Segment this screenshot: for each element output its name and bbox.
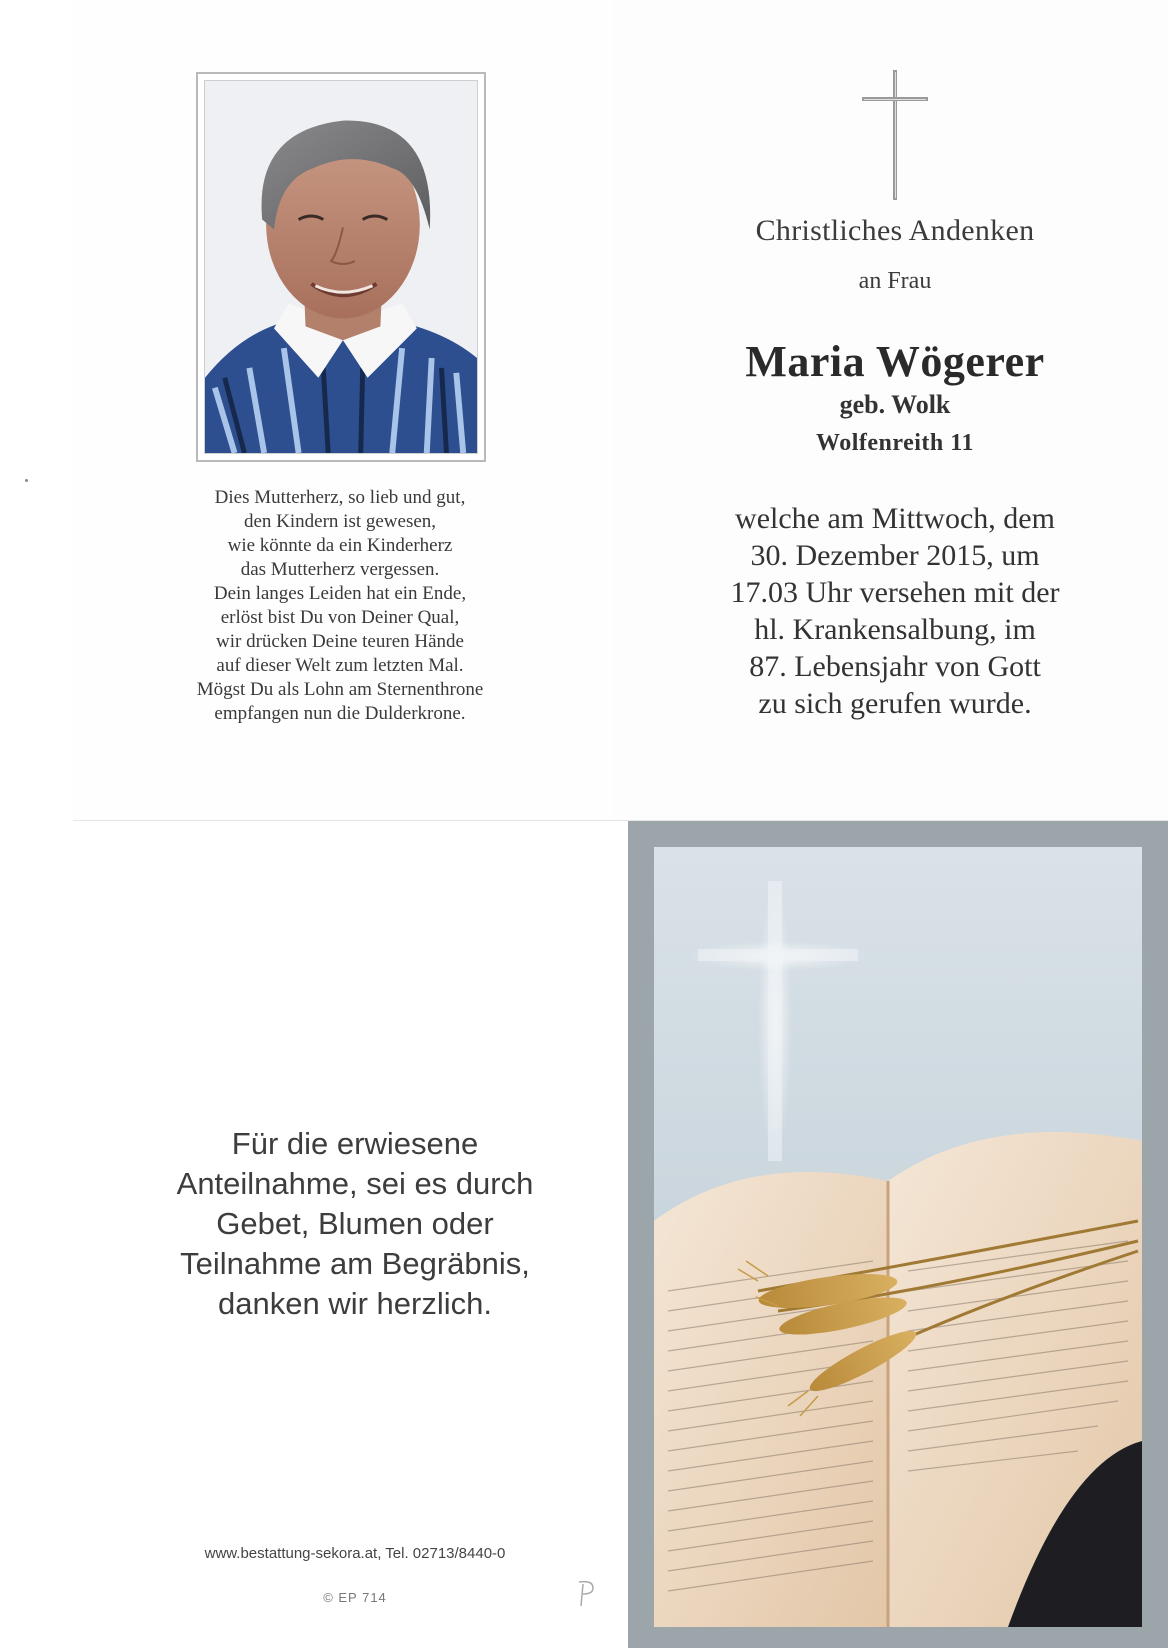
poem-line: erlöst bist Du von Deiner Qual, [220, 607, 460, 628]
scan-dot [25, 479, 28, 482]
poem-line: auf dieser Welt zum letzten Mal. [216, 655, 464, 676]
thanks-line: Anteilnahme, sei es durch [176, 1166, 534, 1201]
copyright-code: © EP 714 [323, 1590, 387, 1605]
poem-line: das Mutterherz vergessen. [240, 559, 440, 580]
poem-line: Dein langes Leiden hat ein Ende, [213, 583, 467, 604]
poem [150, 486, 530, 726]
death-notice-line: 17.03 Uhr versehen mit der [730, 576, 1060, 609]
signature-mark [575, 1578, 601, 1608]
poem-line: wir drücken Deine teuren Hände [216, 631, 464, 652]
open-book-icon [654, 1132, 1142, 1627]
thanks-line: danken wir herzlich. [218, 1286, 492, 1321]
death-notice-line: zu sich gerufen wurde. [758, 687, 1032, 720]
cross-icon [862, 70, 928, 200]
poem-line: empfangen nun die Dulderkrone. [214, 703, 466, 724]
funeral-home-contact: www.bestattung-sekora.at, Tel. 02713/8440-0 [204, 1545, 506, 1562]
death-notice-line: 30. Dezember 2015, um [750, 539, 1040, 572]
death-notice [680, 500, 1110, 722]
thanks-text [120, 1124, 590, 1324]
portrait-image [204, 80, 478, 454]
thanks-line: Teilnahme am Begräbnis, [180, 1246, 530, 1281]
thanks-line: Gebet, Blumen oder [216, 1206, 494, 1241]
intro-subtitle: an Frau [858, 268, 932, 294]
poem-line: wie könnte da ein Kinderherz [227, 535, 453, 556]
death-notice-line: hl. Krankensalbung, im [754, 613, 1036, 646]
poem-line: Mögst Du als Lohn am Sternenthrone [196, 679, 484, 700]
death-notice-line: 87. Lebensjahr von Gott [749, 650, 1041, 683]
poem-line: den Kindern ist gewesen, [243, 511, 437, 532]
deceased-name: Maria Wögerer [745, 337, 1045, 386]
maiden-name: geb. Wolk [839, 390, 951, 419]
death-notice-line: welche am Mittwoch, dem [735, 502, 1055, 535]
thanks-line: Für die erwiesene [231, 1126, 479, 1161]
poem-line: Dies Mutterherz, so lieb und gut, [214, 487, 466, 508]
address: Wolfenreith 11 [816, 430, 974, 456]
intro-title: Christliches Andenken [755, 214, 1035, 247]
portrait-photo [196, 72, 486, 462]
devotional-image [628, 821, 1168, 1648]
